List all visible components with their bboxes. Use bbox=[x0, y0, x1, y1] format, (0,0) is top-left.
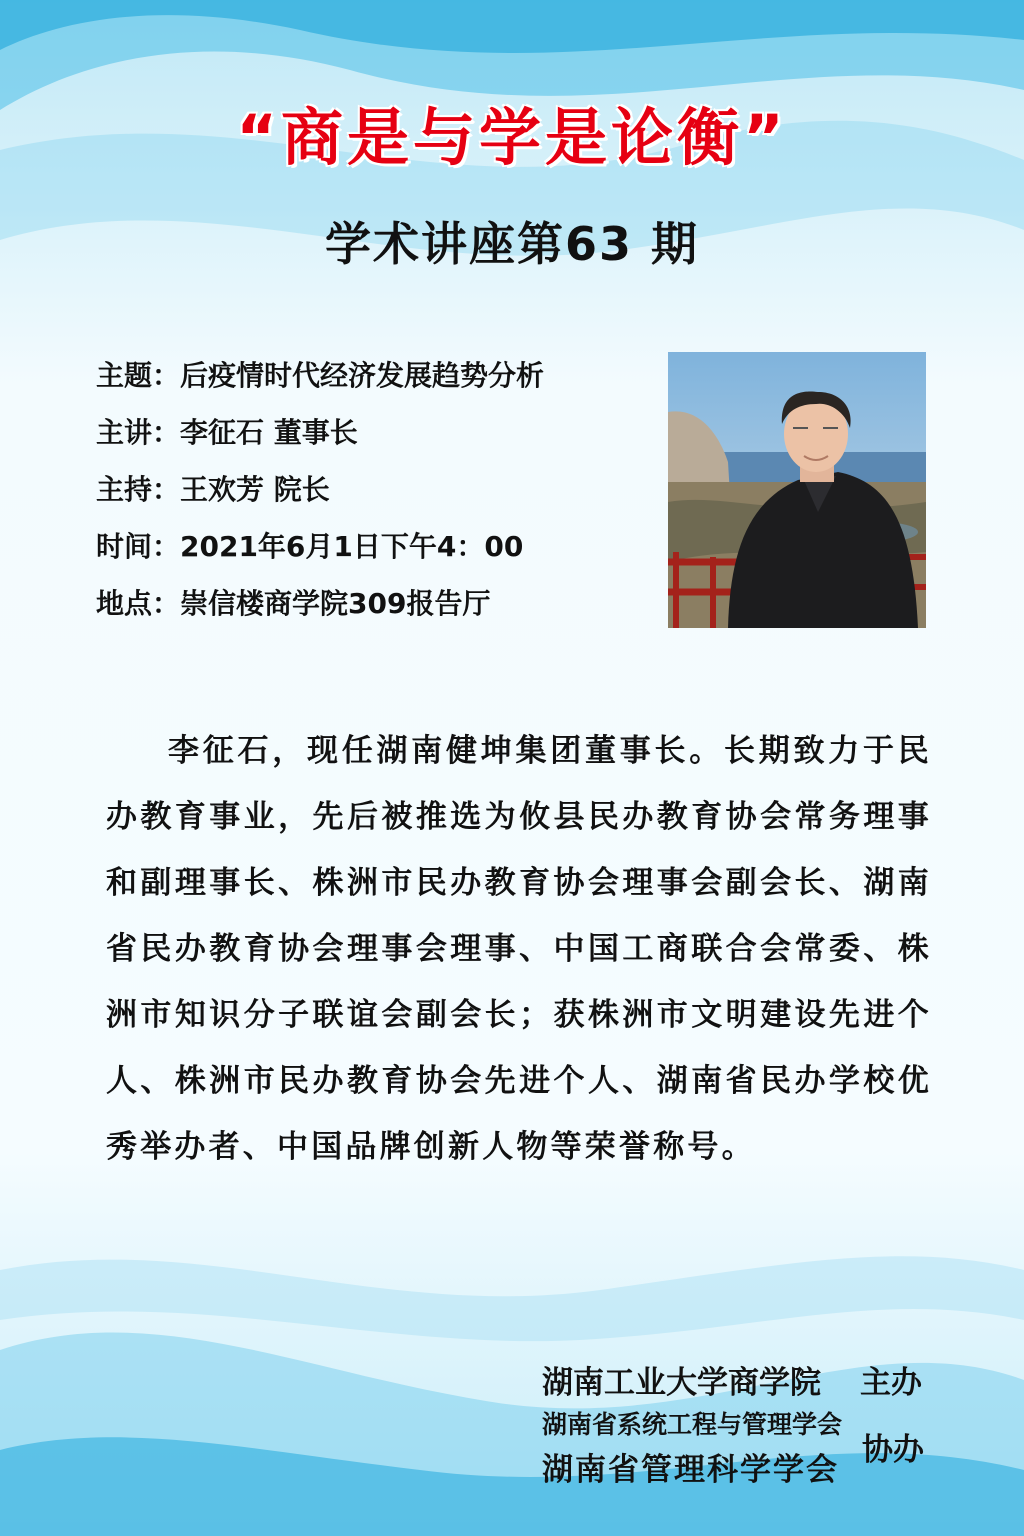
info-venue: 地点：崇信楼商学院309报告厅 bbox=[96, 587, 491, 620]
poster-title: “商是与学是论衡” bbox=[236, 101, 788, 174]
speaker-photo bbox=[668, 352, 926, 628]
info-speaker: 主讲：李征石 董事长 bbox=[96, 416, 358, 449]
speaker-biography: 李征石，现任湖南健坤集团董事长。长期致力于民办教育事业，先后被推选为攸县民办教育协会常务理事和副理事长、株洲市民办教育协会理事会副会长、湖南省民办教育协会理事会理事、中国工商联合会常委、株洲市知识分子联谊会副会长；获株洲市文明建设先进个人、株洲市民办教育协会先进个人、湖南省民办学校优秀举办者、中国品牌创新人物等荣誉称号。 bbox=[106, 733, 932, 1165]
info-topic: 主题：后疫情时代经济发展趋势分析 bbox=[96, 359, 545, 392]
co-organizer-1: 湖南省系统工程与管理学会 bbox=[542, 1410, 843, 1439]
host-organization: 湖南工业大学商学院 bbox=[542, 1365, 821, 1401]
co-role-label: 协办 bbox=[862, 1432, 924, 1468]
co-organizer-2: 湖南省管理科学学会 bbox=[542, 1452, 839, 1488]
info-host: 主持：王欢芳 院长 bbox=[96, 473, 330, 506]
host-role-label: 主办 bbox=[860, 1365, 922, 1401]
lecture-issue-subtitle: 学术讲座第63 期 bbox=[324, 217, 700, 271]
info-time: 时间：2021年6月1日下午4：00 bbox=[96, 530, 524, 563]
lecture-info-list bbox=[96, 354, 544, 639]
